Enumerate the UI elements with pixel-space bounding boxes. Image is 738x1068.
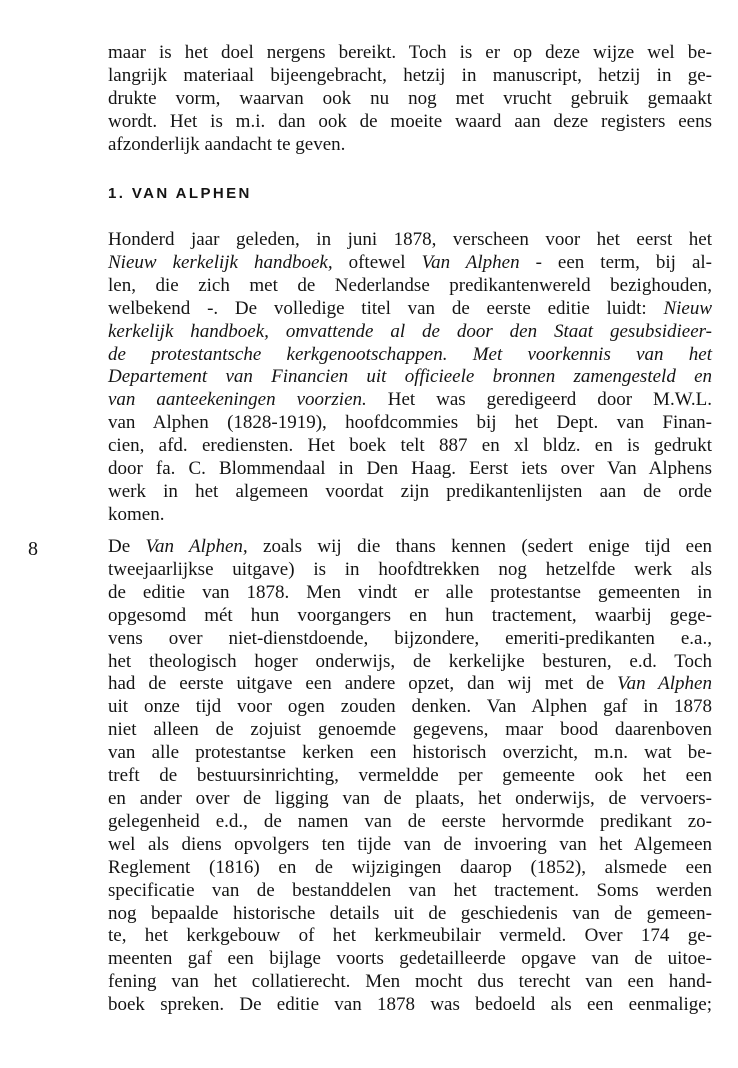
- paragraph-van-alphen-description: [108, 536, 712, 1017]
- text-line: het theologisch hoger onderwijs, de kerkelijke besturen, e.d. Toch: [108, 650, 712, 672]
- text-line: [108, 344, 712, 367]
- text-line: drukte vorm, waarvan ook nu nog met vrucht gebruik gemaakt: [108, 87, 712, 109]
- italic-text: van aanteekeningen voorzien.: [108, 389, 367, 411]
- text-line: [108, 321, 712, 344]
- text-line: meenten gaf een bijlage voorts gedetailleerde opgave van de uitoe-: [108, 948, 712, 970]
- text-line: De Van Alphen, zoals wij die thans kennen (sedert enige tijd een: [108, 536, 713, 557]
- italic-text: Van Alphen,: [145, 536, 248, 557]
- book-title-italic: Nieuw kerkelijk handboek,: [108, 251, 333, 273]
- intro-paragraph: [108, 42, 712, 157]
- text-line: Honderd jaar geleden, in juni 1878, verscheen voor het eerst het: [108, 229, 712, 250]
- text-line: tweejaarlijkse uitgave) is in hoofdtrekken nog hetzelfde werk als: [108, 558, 712, 580]
- text-line: nog bepaalde historische details uit de geschiedenis van de gemeen-: [108, 902, 712, 924]
- italic-text: Departement van Financien uit officieele bronnen zamengesteld en: [108, 366, 712, 388]
- text-line: treft de bestuursinrichting, vermeldde per gemeente ook het een: [108, 765, 712, 787]
- text-line: van aanteekeningen voorzien. Het was geredigeerd door M.W.L.: [108, 389, 712, 411]
- text-line: langrijk materiaal bijeengebracht, hetzij in manuscript, hetzij in ge-: [108, 64, 712, 86]
- text-line: len, die zich met de Nederlandse predikantenwereld bezighouden,: [108, 274, 712, 296]
- text-line: cien, afd. erediensten. Het boek telt 887 en xl bldz. en is gedrukt: [108, 435, 712, 457]
- text-line: Reglement (1816) en de wijzigingen daarop (1852), alsmede een: [108, 856, 712, 878]
- text-line: de editie van 1878. Men vindt er alle protestantse gemeenten in: [108, 581, 712, 603]
- text-line: had de eerste uitgave een andere opzet, dan wij met de Van Alphen: [108, 673, 712, 695]
- text-line: specificatie van de bestanddelen van het tractement. Soms werden: [108, 879, 712, 901]
- text-line: opgesomd mét hun voorgangers en hun tractement, waarbij gege-: [108, 604, 712, 626]
- text-line: wordt. Het is m.i. dan ook de moeite waard aan deze registers eens: [108, 110, 712, 132]
- margin-page-number: 8: [28, 538, 38, 560]
- text-line: van alle protestantse kerken een historisch overzicht, m.n. wat be-: [108, 742, 712, 764]
- italic-text: Van Alphen: [421, 251, 520, 273]
- text-line: afzonderlijk aandacht te geven.: [108, 133, 346, 155]
- text-line: [108, 366, 712, 389]
- text-line: vens over niet-dienstdoende, bijzondere, emeriti-predikanten e.a.,: [108, 627, 712, 649]
- text-line: van Alphen (1828-1919), hoofdcommies bij het Dept. van Finan-: [108, 412, 712, 434]
- text-line: fening van het collatierecht. Men mocht dus terecht van een hand-: [108, 971, 712, 993]
- text-line: werk in het algemeen voordat zijn predikantenlijsten aan de orde: [108, 480, 712, 502]
- text-line: niet alleen de zojuist genoemde gegevens, maar bood daarenboven: [108, 719, 712, 741]
- text-line: welbekend -. De volledige titel van de eerste editie luidt: Nieuw: [108, 297, 712, 319]
- text-line: Nieuw kerkelijk handboek, oftewel Van Alphen - een term, bij al-: [108, 251, 712, 273]
- text-line: komen.: [108, 503, 165, 525]
- italic-text: Van Alphen: [617, 673, 712, 695]
- text-line: en ander over de ligging van de plaats, het onderwijs, de vervoers-: [108, 787, 712, 809]
- section-heading: 1. VAN ALPHEN: [108, 185, 252, 202]
- text-line: gelegenheid e.d., de namen van de eerste hervormde predikant zo-: [108, 810, 712, 832]
- paragraph-van-alphen-intro: [108, 229, 712, 527]
- text-line: uit onze tijd voor ogen zouden denken. Van Alphen gaf in 1878: [108, 696, 712, 718]
- italic-text: kerkelijk handboek, omvattende al de door den Staat gesubsidieer-: [108, 320, 712, 342]
- text-line: door fa. C. Blommendaal in Den Haag. Eerst iets over Van Alphens: [108, 458, 712, 480]
- text-line: maar is het doel nergens bereikt. Toch is er op deze wijze wel be-: [108, 42, 712, 63]
- italic-text: de protestantsche kerkgenootschappen. Met voorkennis van het: [108, 343, 712, 365]
- text-line: boek spreken. De editie van 1878 was bedoeld als een eenmalige;: [108, 994, 712, 1016]
- text-line: te, het kerkgebouw of het kerkmeubilair vermeld. Over 174 ge-: [108, 925, 712, 947]
- text-line: wel als diens opvolgers ten tijde van de invoering van het Algemeen: [108, 833, 712, 855]
- italic-text: Nieuw: [663, 297, 712, 319]
